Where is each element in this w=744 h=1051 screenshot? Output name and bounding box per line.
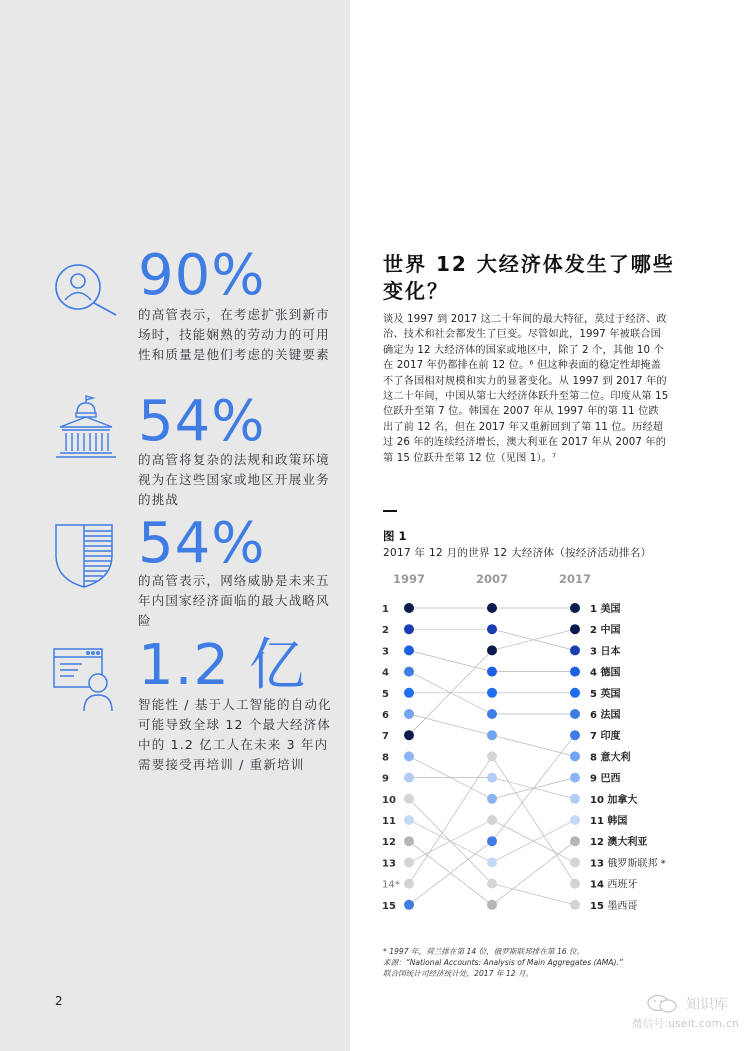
figure-label: 图 1 (383, 529, 407, 543)
rank-label: 9 (382, 773, 389, 785)
footnote: * 1997 年，荷兰排在第 14 位，俄罗斯联邦排在第 16 位。 (383, 947, 585, 956)
rank-dot (404, 709, 414, 719)
rank-label: 12 (382, 837, 396, 849)
economy-ranking-slope-chart (370, 565, 700, 925)
rank-dot (487, 603, 497, 613)
rank-label: 6 (382, 710, 389, 721)
country-label: 13 俄罗斯联邦 * (590, 858, 666, 870)
column-header: 2007 (475, 572, 509, 586)
rank-dot (570, 857, 580, 867)
rank-label: 1 (382, 604, 389, 615)
rank-dot (487, 879, 497, 889)
stat-description: 的高管表示，网络威胁是未来五年内国家经济面临的最大战略风险 (138, 573, 330, 628)
rank-dot (404, 730, 414, 740)
rank-label: 14* (382, 879, 400, 891)
rank-dot (487, 751, 497, 761)
country-label: 15 墨西哥 (590, 900, 638, 912)
connector-line (492, 756, 575, 883)
rank-dot (570, 751, 580, 761)
connector-line (492, 884, 575, 905)
rank-dot (487, 815, 497, 825)
rank-dot (570, 900, 580, 910)
rank-label: 2 (382, 625, 389, 637)
rank-dot (487, 900, 497, 910)
rank-dot (404, 688, 414, 698)
rank-dot (487, 836, 497, 846)
connector-line (492, 841, 575, 905)
country-label: 11 韩国 (590, 816, 628, 827)
connector-line (409, 650, 492, 671)
country-label: 6 法国 (590, 710, 621, 721)
rank-dot (404, 603, 414, 613)
rank-label: 3 (382, 646, 389, 658)
stat-value: 54% (138, 389, 266, 454)
rank-dot (487, 645, 497, 655)
country-label: 7 印度 (590, 731, 621, 743)
watermark-subtitle: 微信号:useit.com.cn (632, 1018, 739, 1030)
watermark (620, 994, 744, 1034)
rank-dot (570, 624, 580, 634)
rank-dot (404, 751, 414, 761)
rank-dot (570, 688, 580, 698)
rank-label: 7 (382, 731, 389, 743)
footnote: 联合国统计司经济统计处，2017 年 12 月。 (383, 969, 534, 978)
figure-title: 2017 年 12 月的世界 12 大经济体（按经济活动排名） (383, 547, 652, 559)
rank-dot (487, 857, 497, 867)
rank-dot (404, 857, 414, 867)
rank-label: 8 (382, 752, 389, 764)
stat-description: 的高管表示，在考虑扩张到新市场时，技能娴熟的劳动力的可用性和质量是他们考虑的关键要素 (138, 307, 330, 362)
section-rule (383, 510, 397, 512)
rank-dot (570, 667, 580, 677)
rank-dot (570, 730, 580, 740)
rank-dot (487, 624, 497, 634)
rank-dot (570, 836, 580, 846)
rank-label: 13 (382, 858, 396, 870)
country-label: 3 日本 (590, 646, 621, 658)
rank-dot (404, 794, 414, 804)
rank-dot (570, 773, 580, 783)
column-header: 2017 (558, 572, 592, 586)
page-number: 2 (55, 994, 63, 1008)
rank-dot (404, 836, 414, 846)
rank-label: 15 (382, 900, 396, 912)
computer-user-icon (52, 647, 120, 715)
country-label: 10 加拿大 (590, 794, 638, 806)
rank-dot (404, 900, 414, 910)
footnotes (383, 946, 683, 979)
country-label: 2 中国 (590, 625, 621, 637)
rank-dot (487, 667, 497, 677)
rank-dot (570, 645, 580, 655)
rank-dot (570, 709, 580, 719)
rank-dot (570, 815, 580, 825)
article-heading: 世界 12 大经济体发生了哪些变化？ (383, 252, 675, 303)
rank-label: 5 (382, 688, 389, 700)
country-label: 8 意大利 (590, 752, 631, 764)
country-label: 4 德国 (590, 667, 621, 679)
rank-dot (404, 773, 414, 783)
footnote: 来源：“National Accounts: Analysis of Main Aggregates (AMA).” (383, 958, 623, 967)
rank-dot (404, 624, 414, 634)
rank-dot (404, 667, 414, 677)
rank-dot (404, 815, 414, 825)
stat-description: 的高管将复杂的法规和政策环境视为在这些国家或地区开展业务的挑战 (138, 452, 330, 507)
government-building-icon (52, 393, 120, 461)
connector-line (409, 756, 492, 883)
wechat-logo-icon (646, 994, 680, 1014)
stat-description: 智能性 / 基于人工智能的自动化可能导致全球 12 个最大经济体中的 1.2 亿工人在未来 3 年内需要接受再培训 / 重新培训 (138, 697, 332, 772)
rank-dot (487, 688, 497, 698)
rank-dot (570, 603, 580, 613)
connector-line (409, 714, 492, 735)
column-header: 1997 (392, 572, 426, 586)
rank-label: 10 (382, 794, 396, 806)
stat-value: 1.2 亿 (138, 633, 306, 698)
rank-label: 11 (382, 816, 396, 827)
country-label: 5 英国 (590, 688, 621, 700)
rank-dot (487, 730, 497, 740)
country-label: 14 西班牙 (590, 879, 638, 891)
person-search-icon (52, 257, 120, 325)
rank-label: 4 (382, 667, 389, 679)
stat-value: 90% (138, 243, 266, 308)
country-label: 9 巴西 (590, 773, 621, 785)
connector-line (492, 735, 575, 756)
article-body: 谈及 1997 到 2017 这二十年间的最大特征，莫过于经济、政治、技术和社会都发生了巨变。尽管如此，1997 年被联合国确定为 12 大经济体的国家或地区中，除了 2 个，其他 10 个在 2017 年仍都排在前 12 位。⁶ 但这种表面的稳定性却掩盖不了各国相对规模和实力的显著变化。从 1997 到 2017 年的这二十年间，中国从第七大经济体跃升至第二位。印度从第 15 位跃升至第 7 位。韩国在 2007 年从 1997 年的第 11 位跌出了前 12 名，但在 2017 年又重新回到了第 11 位。历经超过 26 年的连续经济增长，澳大利亚在 2017 年从 2007 年的第 15 位跃升至第 12 位（见图 1）。⁷ (383, 314, 669, 464)
rank-dot (487, 773, 497, 783)
rank-dot (487, 794, 497, 804)
rank-dot (570, 794, 580, 804)
country-label: 12 澳大利亚 (590, 837, 648, 849)
shield-icon (52, 521, 120, 589)
watermark-title: 知识库 (686, 997, 728, 1013)
rank-dot (570, 879, 580, 889)
country-label: 1 美国 (590, 604, 621, 615)
rank-dot (404, 645, 414, 655)
rank-dot (404, 879, 414, 889)
rank-dot (487, 709, 497, 719)
stat-value: 54% (138, 511, 266, 576)
connector-line (409, 799, 492, 884)
